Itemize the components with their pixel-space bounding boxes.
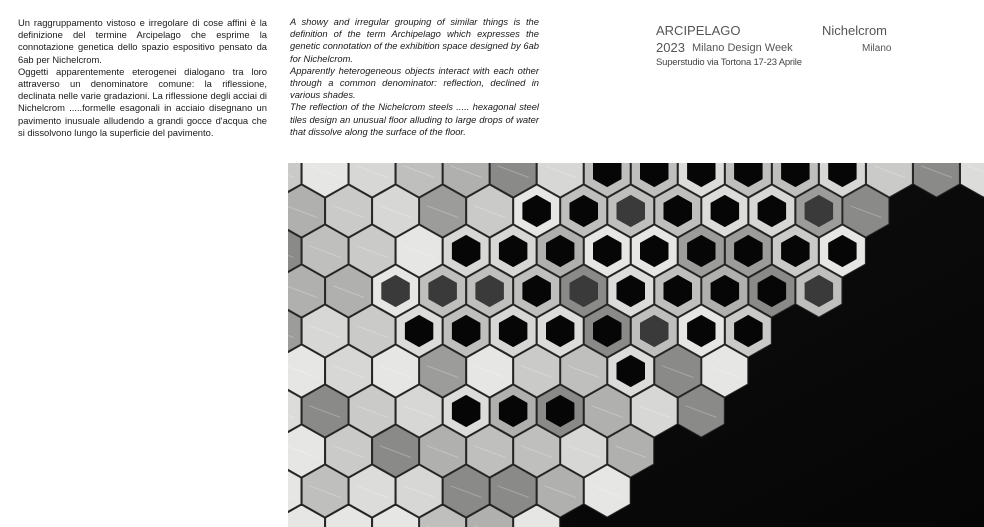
- italian-description: [18, 17, 267, 139]
- event-name: Milano Design Week: [692, 42, 793, 54]
- event-year: 2023: [656, 40, 685, 55]
- english-description: [290, 16, 539, 138]
- hexagon-tiles-illustration: [288, 163, 984, 527]
- brand-name: Nichelcrom: [822, 23, 888, 38]
- english-paragraph-3: The reflection of the Nichelcrom steels ..... hexagonal steel tiles design an unusual floor alluding to large drops of water that dissolve along the surface of the floor.: [290, 101, 539, 137]
- italian-paragraph-2: Oggetti apparentemente eterogenei dialogano tra loro attraverso un denominatore comune: la riflessione, declinata nelle varie gradazioni. La riflessione degli acciai di Nichelcrom .....formelle esagonali in acciaio disegnano un pavimento inusuale alludendo a grandi gocce d'acqua che si dissolvono lungo la superficie del pavimento.: [18, 65, 267, 138]
- event-venue: Superstudio via Tortona 17-23 Aprile: [656, 57, 802, 68]
- italian-paragraph-1: Un raggruppamento vistoso e irregolare di cose affini è la definizione del termine Arcipelago che esprime la connotazione genetica dello spazio espositivo pensato da 6ab per Nichelcrom.: [18, 17, 267, 65]
- hexagon-floor-photo: [288, 163, 984, 527]
- english-paragraph-1: A showy and irregular grouping of similar things is the definition of the term Archipelago which expresses the genetic connotation of the exhibition space designed by 6ab for Nichelcrom.: [290, 16, 539, 64]
- english-paragraph-2: Apparently heterogeneous objects interact with each other through a common denominator: reflection, declined in various shades.: [290, 64, 539, 101]
- exhibition-title: ARCIPELAGO: [656, 23, 741, 38]
- event-city: Milano: [862, 43, 892, 54]
